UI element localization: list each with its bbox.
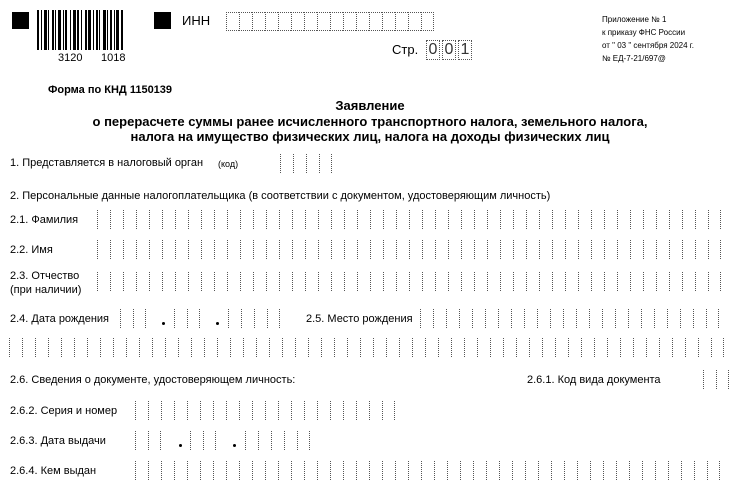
birth-date-label: 2.4. Дата рождения [10,313,109,325]
date-separator-dot [233,444,236,447]
issue-day-cells[interactable] [135,431,161,450]
page-digit: 0 [442,40,456,60]
form-code: Форма по КНД 1150139 [48,84,173,96]
doc-type-cells[interactable] [703,370,729,389]
issue-date-label: 2.6.3. Дата выдачи [10,435,106,447]
appendix-line4: № ЕД-7-21/697@ [602,54,666,63]
issued-by-label: 2.6.4. Кем выдан [10,465,97,477]
issue-month-cells[interactable] [190,431,216,450]
birth-month-cells[interactable] [174,309,200,328]
patronymic-cells[interactable] [97,272,721,291]
corner-marker-left [12,12,29,29]
appendix-line3: от " 03 " сентября 2024 г. [602,41,694,50]
series-number-cells[interactable] [135,401,395,420]
page-digit: 1 [458,40,472,60]
barcode-number-right: 1018 [101,52,126,64]
birth-place-label: 2.5. Место рождения [306,313,413,325]
id-document-label: 2.6. Сведения о документе, удостоверяющем личность: [10,374,296,386]
doc-type-label: 2.6.1. Код вида документа [527,374,661,386]
appendix-line2: к приказу ФНС России [602,28,686,37]
page-label: Стр. [392,42,419,57]
barcode-number-left: 3120 [58,52,83,64]
corner-marker-inn [154,12,171,29]
birth-year-cells[interactable] [228,309,280,328]
barcode [37,10,123,50]
appendix-line1: Приложение № 1 [602,15,667,24]
series-number-label: 2.6.2. Серия и номер [10,405,118,417]
name-label: 2.2. Имя [10,244,53,256]
tax-authority-code-note: (код) [218,159,239,169]
personal-data-label: 2. Персональные данные налогоплательщика (в соответствии с документом, удостоверяющим личность) [10,190,551,202]
form-title: Заявление [335,98,405,113]
tax-authority-cells[interactable] [280,154,332,173]
page-digit: 0 [426,40,440,60]
date-separator-dot [162,322,165,325]
surname-cells[interactable] [97,210,721,229]
birth-day-cells[interactable] [120,309,146,328]
name-cells[interactable] [97,240,721,259]
birth-place-cells-row2[interactable] [9,338,724,357]
issue-year-cells[interactable] [245,431,310,450]
patronymic-label: 2.3. Отчество [10,270,80,282]
surname-label: 2.1. Фамилия [10,214,79,226]
birth-place-cells[interactable] [420,309,719,328]
form-subtitle-line1: о перерасчете суммы ранее исчисленного транспортного налога, земельного налога, [92,114,648,129]
form-subtitle-line2: налога на имущество физических лиц, налога на доходы физических лиц [130,129,610,144]
issued-by-cells[interactable] [135,461,720,480]
inn-cells[interactable] [226,12,434,31]
date-separator-dot [179,444,182,447]
inn-label: ИНН [182,13,211,28]
patronymic-note: (при наличии) [10,284,82,296]
page-number [424,40,472,60]
date-separator-dot [216,322,219,325]
tax-authority-label: 1. Представляется в налоговый орган [10,157,204,169]
